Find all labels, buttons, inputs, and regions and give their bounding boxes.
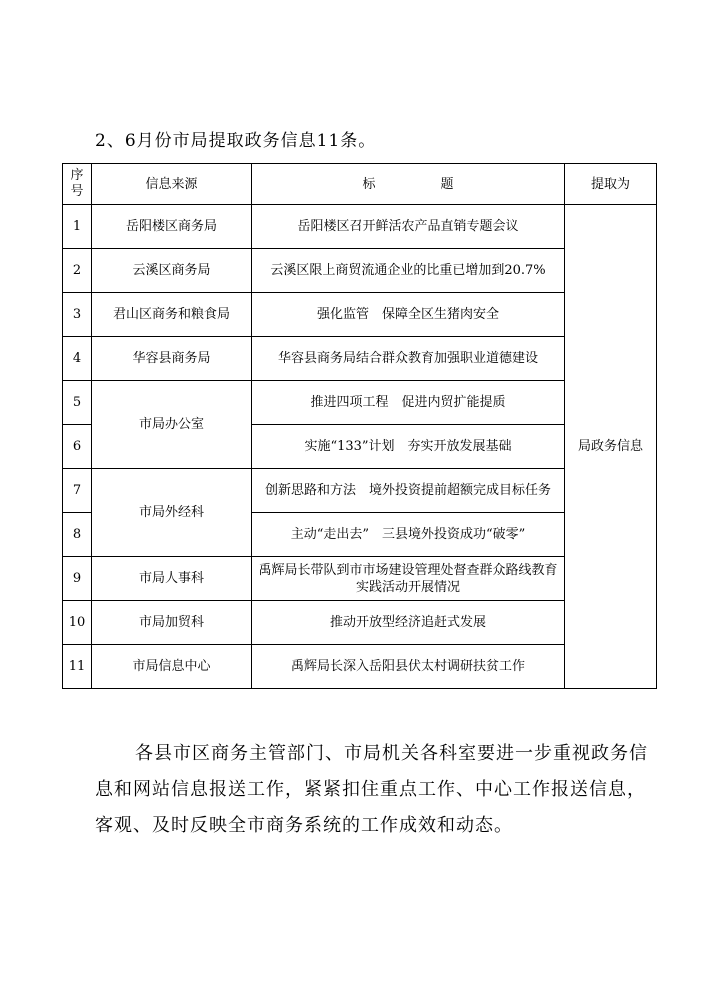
cell-source: 市局信息中心	[92, 645, 252, 689]
cell-source: 市局加贸科	[92, 601, 252, 645]
cell-source: 云溪区商务局	[92, 249, 252, 293]
cell-seq: 8	[63, 513, 92, 557]
header-title: 标 题	[252, 164, 565, 205]
cell-title: 岳阳楼区召开鲜活农产品直销专题会议	[252, 205, 565, 249]
cell-source: 君山区商务和粮食局	[92, 293, 252, 337]
cell-seq: 1	[63, 205, 92, 249]
cell-source: 市局人事科	[92, 557, 252, 601]
cell-title: 禹辉局长带队到市市场建设管理处督查群众路线教育实践活动开展情况	[252, 557, 565, 601]
cell-source: 市局办公室	[92, 381, 252, 469]
cell-seq: 6	[63, 425, 92, 469]
header-adopted: 提取为	[565, 164, 657, 205]
cell-seq: 11	[63, 645, 92, 689]
cell-source: 华容县商务局	[92, 337, 252, 381]
table-row	[63, 205, 657, 249]
cell-title: 云溪区限上商贸流通企业的比重已增加到20.7%	[252, 249, 565, 293]
cell-title: 推进四项工程 促进内贸扩能提质	[252, 381, 565, 425]
section-heading: 2、6月份市局提取政务信息11条。	[95, 131, 377, 151]
closing-paragraph: 各县市区商务主管部门、市局机关各科室要进一步重视政务信息和网站信息报送工作，紧紧扣住重点工作、中心工作报送信息，客观、及时反映全市商务系统的工作成效和动态。	[95, 743, 648, 836]
cell-source: 岳阳楼区商务局	[92, 205, 252, 249]
cell-seq: 9	[63, 557, 92, 601]
cell-title: 创新思路和方法 境外投资提前超额完成目标任务	[252, 469, 565, 513]
header-seq: 序号	[63, 164, 92, 205]
table-header-row	[63, 164, 657, 205]
cell-title: 华容县商务局结合群众教育加强职业道德建设	[252, 337, 565, 381]
cell-title: 禹辉局长深入岳阳县伏太村调研扶贫工作	[252, 645, 565, 689]
cell-title: 主动“走出去” 三县境外投资成功“破零”	[252, 513, 565, 557]
cell-seq: 2	[63, 249, 92, 293]
cell-adopted: 局政务信息	[565, 205, 657, 689]
cell-title: 推动开放型经济追赶式发展	[252, 601, 565, 645]
cell-source: 市局外经科	[92, 469, 252, 557]
cell-seq: 7	[63, 469, 92, 513]
cell-seq: 5	[63, 381, 92, 425]
cell-seq: 4	[63, 337, 92, 381]
cell-seq: 3	[63, 293, 92, 337]
cell-seq: 10	[63, 601, 92, 645]
cell-title: 强化监管 保障全区生猪肉安全	[252, 293, 565, 337]
header-source: 信息来源	[92, 164, 252, 205]
info-table	[62, 163, 657, 689]
cell-title: 实施“133”计划 夯实开放发展基础	[252, 425, 565, 469]
